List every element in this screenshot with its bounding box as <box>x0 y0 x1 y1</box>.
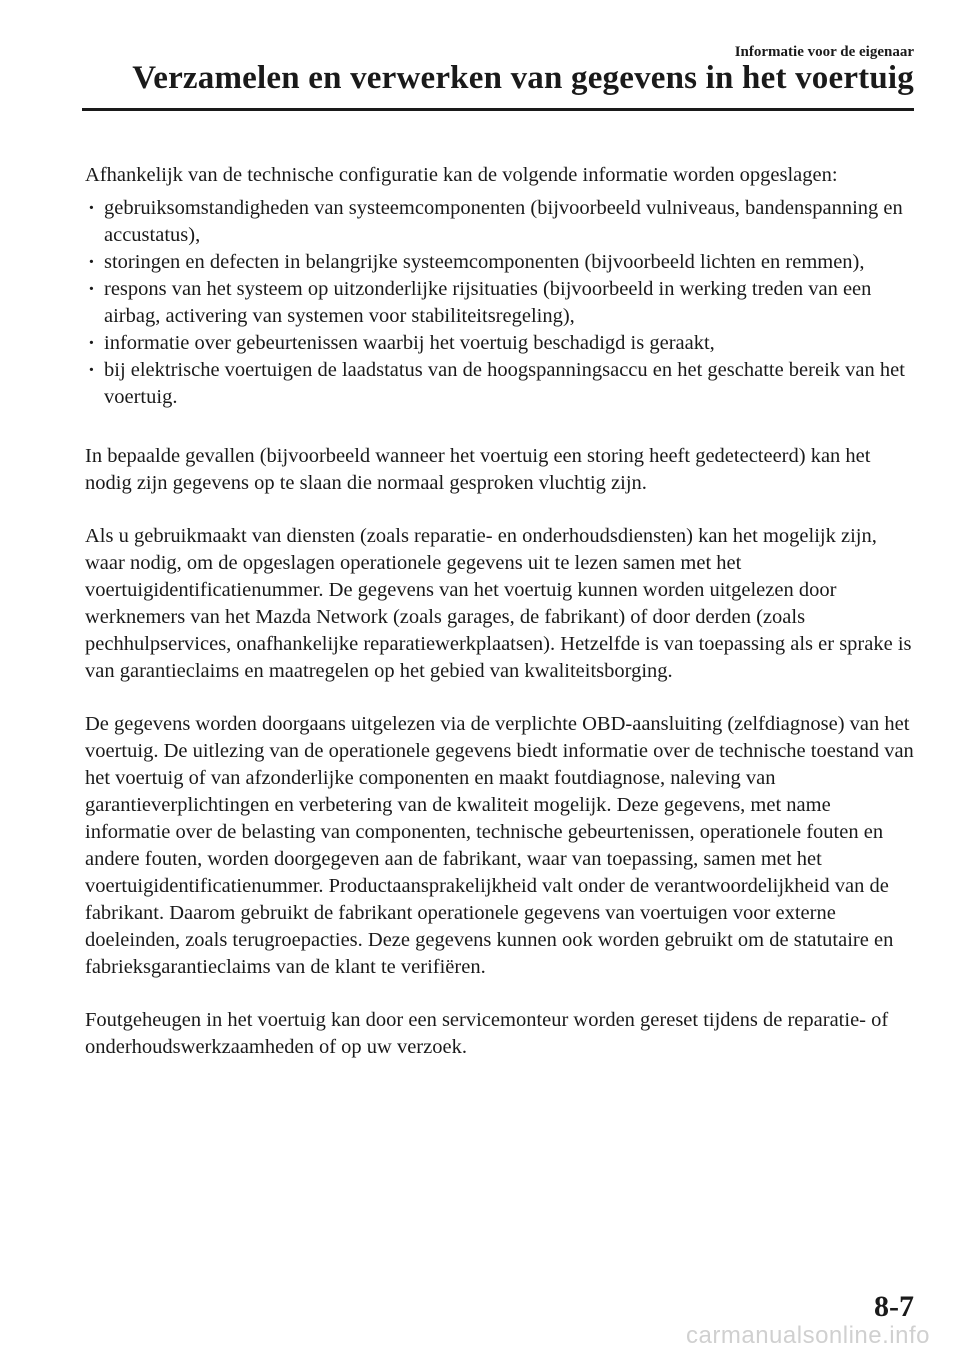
page-number: 8-7 <box>874 1290 914 1323</box>
paragraph-services: Als u gebruikmaakt van diensten (zoals reparatie- en onderhoudsdiensten) kan het mogelijk zijn, waar nodig, om de opgeslagen operationele gegevens uit te lezen samen met het voertuigidentificatienummer. De gegevens van het voertuig kunnen worden uitgelezen door werknemers van het Mazda Network (zoals garages, de fabrikant) of door derden (zoals pechhulpservices, onafhankelijke reparatiewerkplaatsen). Hetzelfde is van toepassing als er sprake is van garantieclaims en maatregelen op het gebied van kwaliteitsborging. <box>85 525 912 682</box>
page-title: Verzamelen en verwerken van gegevens in het voertuig <box>132 60 914 96</box>
watermark: carmanualsonline.info <box>686 1322 930 1349</box>
list-item: · storingen en defecten in belangrijke systeemcomponenten (bijvoorbeeld lichten en remmen), <box>85 249 915 276</box>
list-item: · bij elektrische voertuigen de laadstatus van de hoogspanningsaccu en het geschatte bereik van het voertuig. <box>85 357 915 411</box>
paragraph-obd: De gegevens worden doorgaans uitgelezen via de verplichte OBD-aansluiting (zelfdiagnose) van het voertuig. De uitlezing van de operationele gegevens biedt informatie over de technische toestand van het voertuig of van afzonderlijke componenten en maakt foutdiagnose, naleving van garantieverplichtingen en verbetering van de kwaliteit mogelijk. Deze gegevens, met name informatie over de belasting van componenten, technische gebeurtenissen, operationele fouten en andere fouten, worden doorgegeven aan de fabrikant, waar van toepassing, samen met het voertuigidentificatienummer. Productaansprakelijkheid valt onder de verantwoordelijkheid van de fabrikant. Daarom gebruikt de fabrikant operationele gegevens van voertuigen voor externe doeleinden, zoals terugroepacties. Deze gegevens kunnen ook worden gebruikt om de statutaire en fabrieksgarantieclaims van de klant te verifiëren. <box>85 713 914 978</box>
page-content <box>85 162 915 1087</box>
paragraph-fault-memory: Foutgeheugen in het voertuig kan door een servicemonteur worden gereset tijdens de reparatie- of onderhoudswerkzaamheden of op uw verzoek. <box>85 1009 889 1058</box>
paragraph-volatile-data: In bepaalde gevallen (bijvoorbeeld wanneer het voertuig een storing heeft gedetecteerd) kan het nodig zijn gegevens op te slaan die normaal gesproken vluchtig zijn. <box>85 445 871 494</box>
list-item: · respons van het systeem op uitzonderlijke rijsituaties (bijvoorbeeld in werking treden van een airbag, activering van systemen voor stabiliteitsregeling), <box>85 276 915 330</box>
bullet-list <box>85 195 915 411</box>
header-divider <box>82 108 914 111</box>
intro-paragraph: Afhankelijk van de technische configuratie kan de volgende informatie worden opgeslagen: <box>85 164 838 186</box>
section-label: Informatie voor de eigenaar <box>734 44 914 60</box>
list-item: · informatie over gebeurtenissen waarbij het voertuig beschadigd is geraakt, <box>85 330 915 357</box>
list-item: · gebruiksomstandigheden van systeemcomponenten (bijvoorbeeld vulniveaus, bandenspanning en accustatus), <box>85 195 915 249</box>
